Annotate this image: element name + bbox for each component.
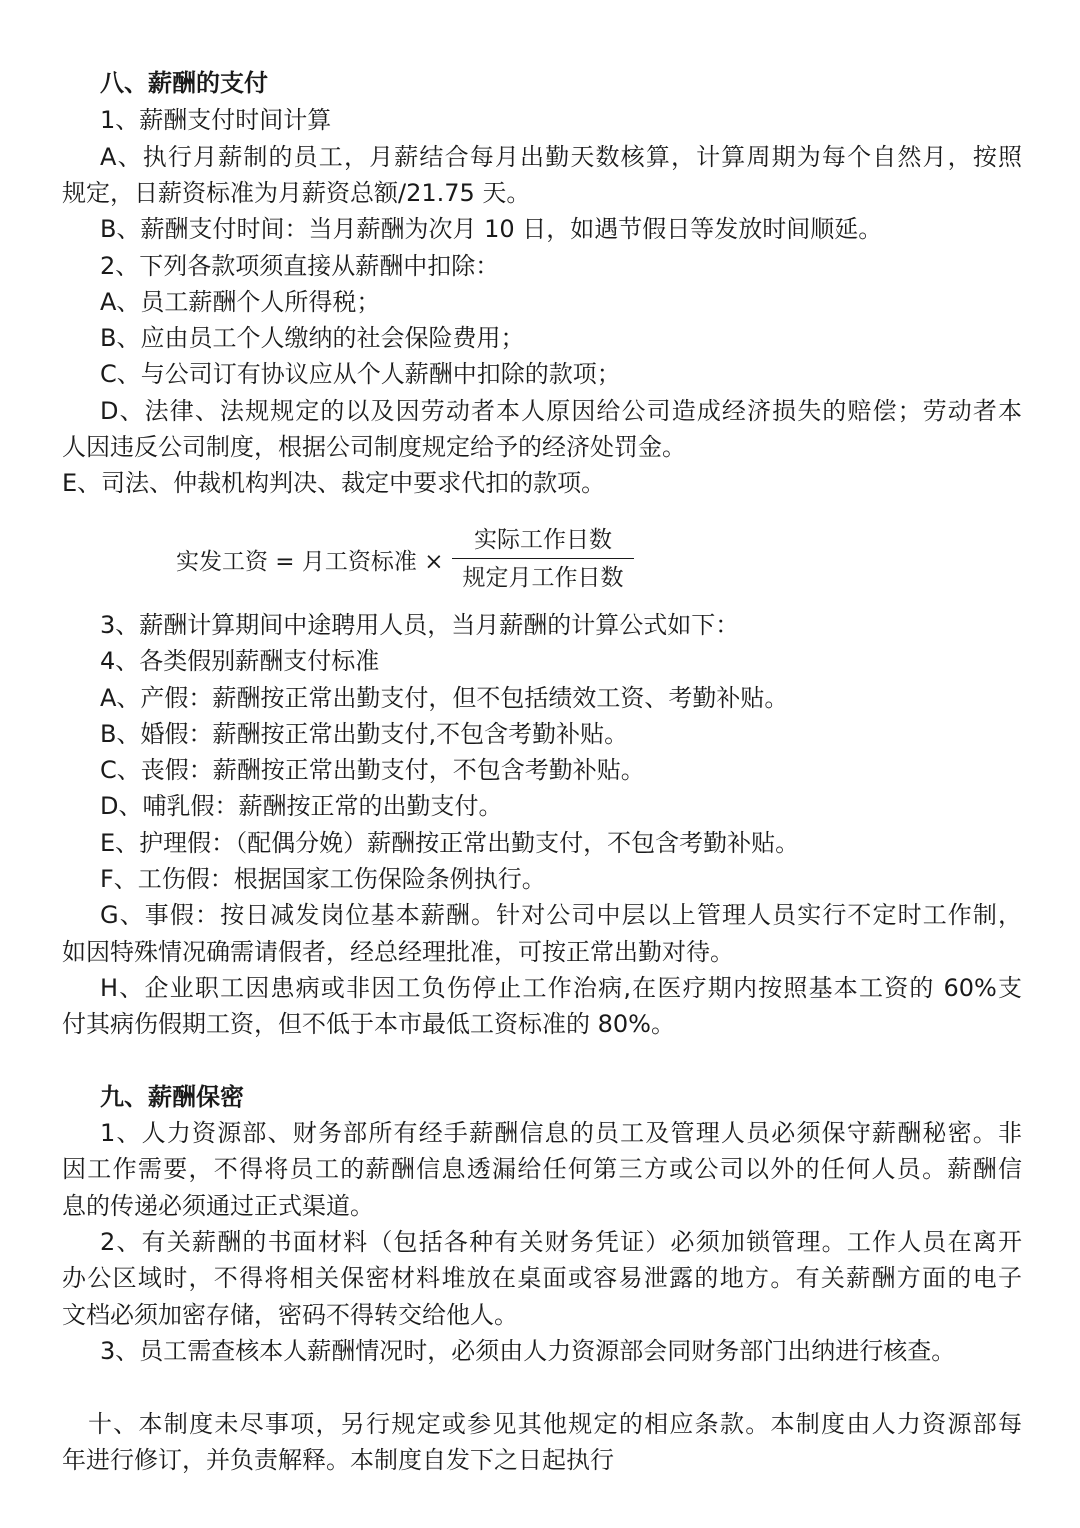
sec8-sub3: 3、薪酬计算期间中途聘用人员，当月薪酬的计算公式如下： — [100, 611, 740, 639]
sec8-b: B、薪酬支付时间：当月薪酬为次月 10 日，如遇节假日等发放时间顺延。 — [100, 215, 883, 243]
sec8-sub2: 2、下列各款项须直接从薪酬中扣除： — [100, 252, 500, 280]
sec9-p2-line3: 文档必须加密存储，密码不得转交给他人。 — [62, 1301, 518, 1329]
leave-c: C、丧假：薪酬按正常出勤支付，不包含考勤补贴。 — [100, 756, 645, 784]
section-10-line1: 十、本制度未尽事项，另行规定或参见其他规定的相应条款。本制度由人力资源部每 — [88, 1410, 1022, 1438]
deduction-d-line1: D、法律、法规规定的以及因劳动者本人原因给公司造成经济损失的赔偿；劳动者本 — [100, 397, 1022, 425]
sec9-p1-line2: 因工作需要，不得将员工的薪酬信息透漏给任何第三方或公司以外的任何人员。薪酬信 — [62, 1155, 1022, 1183]
sec8-sub4: 4、各类假别薪酬支付标准 — [100, 647, 380, 675]
section-9-title: 九、薪酬保密 — [100, 1083, 244, 1111]
leave-g-line2: 如因特殊情况确需请假者，经总经理批准，可按正常出勤对待。 — [62, 938, 734, 966]
leave-e: E、护理假：（配偶分娩）薪酬按正常出勤支付，不包含考勤补贴。 — [100, 829, 800, 857]
leave-h-line2: 付其病伤假期工资，但不低于本市最低工资标准的 80%。 — [62, 1010, 675, 1038]
leave-b: B、婚假：薪酬按正常出勤支付,不包含考勤补贴。 — [100, 720, 629, 748]
sec8-sub1: 1、薪酬支付时间计算 — [100, 106, 332, 134]
leave-g-line1: G、事假：按日减发岗位基本薪酬。针对公司中层以上管理人员实行不定时工作制， — [100, 901, 1022, 929]
sec8-a-line1: A、执行月薪制的员工，月薪结合每月出勤天数核算，计算周期为每个自然月，按照 — [100, 143, 1022, 171]
formula-denominator: 规定月工作日数 — [462, 565, 624, 591]
sec9-p2-line1: 2、有关薪酬的书面材料（包括各种有关财务凭证）必须加锁管理。工作人员在离开 — [100, 1228, 1022, 1256]
sec9-p1-line3: 息的传递必须通过正式渠道。 — [62, 1192, 374, 1220]
leave-d: D、哺乳假：薪酬按正常的出勤支付。 — [100, 792, 503, 820]
section-10-line2: 年进行修订，并负责解释。本制度自发下之日起执行 — [62, 1446, 614, 1474]
deduction-c: C、与公司订有协议应从个人薪酬中扣除的款项； — [100, 360, 621, 388]
leave-h-line1: H、企业职工因患病或非因工负伤停止工作治病,在医疗期内按照基本工资的 60%支 — [100, 974, 1022, 1002]
formula-fraction — [448, 522, 638, 595]
sec9-p2-line2: 办公区域时，不得将相关保密材料堆放在桌面或容易泄露的地方。有关薪酬方面的电子 — [62, 1264, 1022, 1292]
section-8-title: 八、薪酬的支付 — [100, 69, 268, 97]
sec8-a-line2: 规定，日薪资标准为月薪资总额/21.75 天。 — [62, 179, 531, 207]
deduction-d-line2: 人因违反公司制度，根据公司制度规定给予的经济处罚金。 — [62, 433, 686, 461]
formula-left: 实发工资 = 月工资标准 × — [176, 549, 444, 575]
deduction-b: B、应由员工个人缴纳的社会保险费用； — [100, 324, 525, 352]
sec9-p1-line1: 1、人力资源部、财务部所有经手薪酬信息的员工及管理人员必须保守薪酬秘密。非 — [100, 1119, 1022, 1147]
leave-f: F、工伤假：根据国家工伤保险条例执行。 — [100, 865, 546, 893]
leave-a: A、产假：薪酬按正常出勤支付，但不包括绩效工资、考勤补贴。 — [100, 684, 789, 712]
formula-numerator: 实际工作日数 — [474, 527, 612, 553]
sec9-p3: 3、员工需查核本人薪酬情况时，必须由人力资源部会同财务部门出纳进行核查。 — [100, 1337, 956, 1365]
salary-formula — [176, 522, 646, 598]
deduction-a: A、员工薪酬个人所得税； — [100, 288, 381, 316]
deduction-e: E、司法、仲裁机构判决、裁定中要求代扣的款项。 — [62, 469, 606, 497]
